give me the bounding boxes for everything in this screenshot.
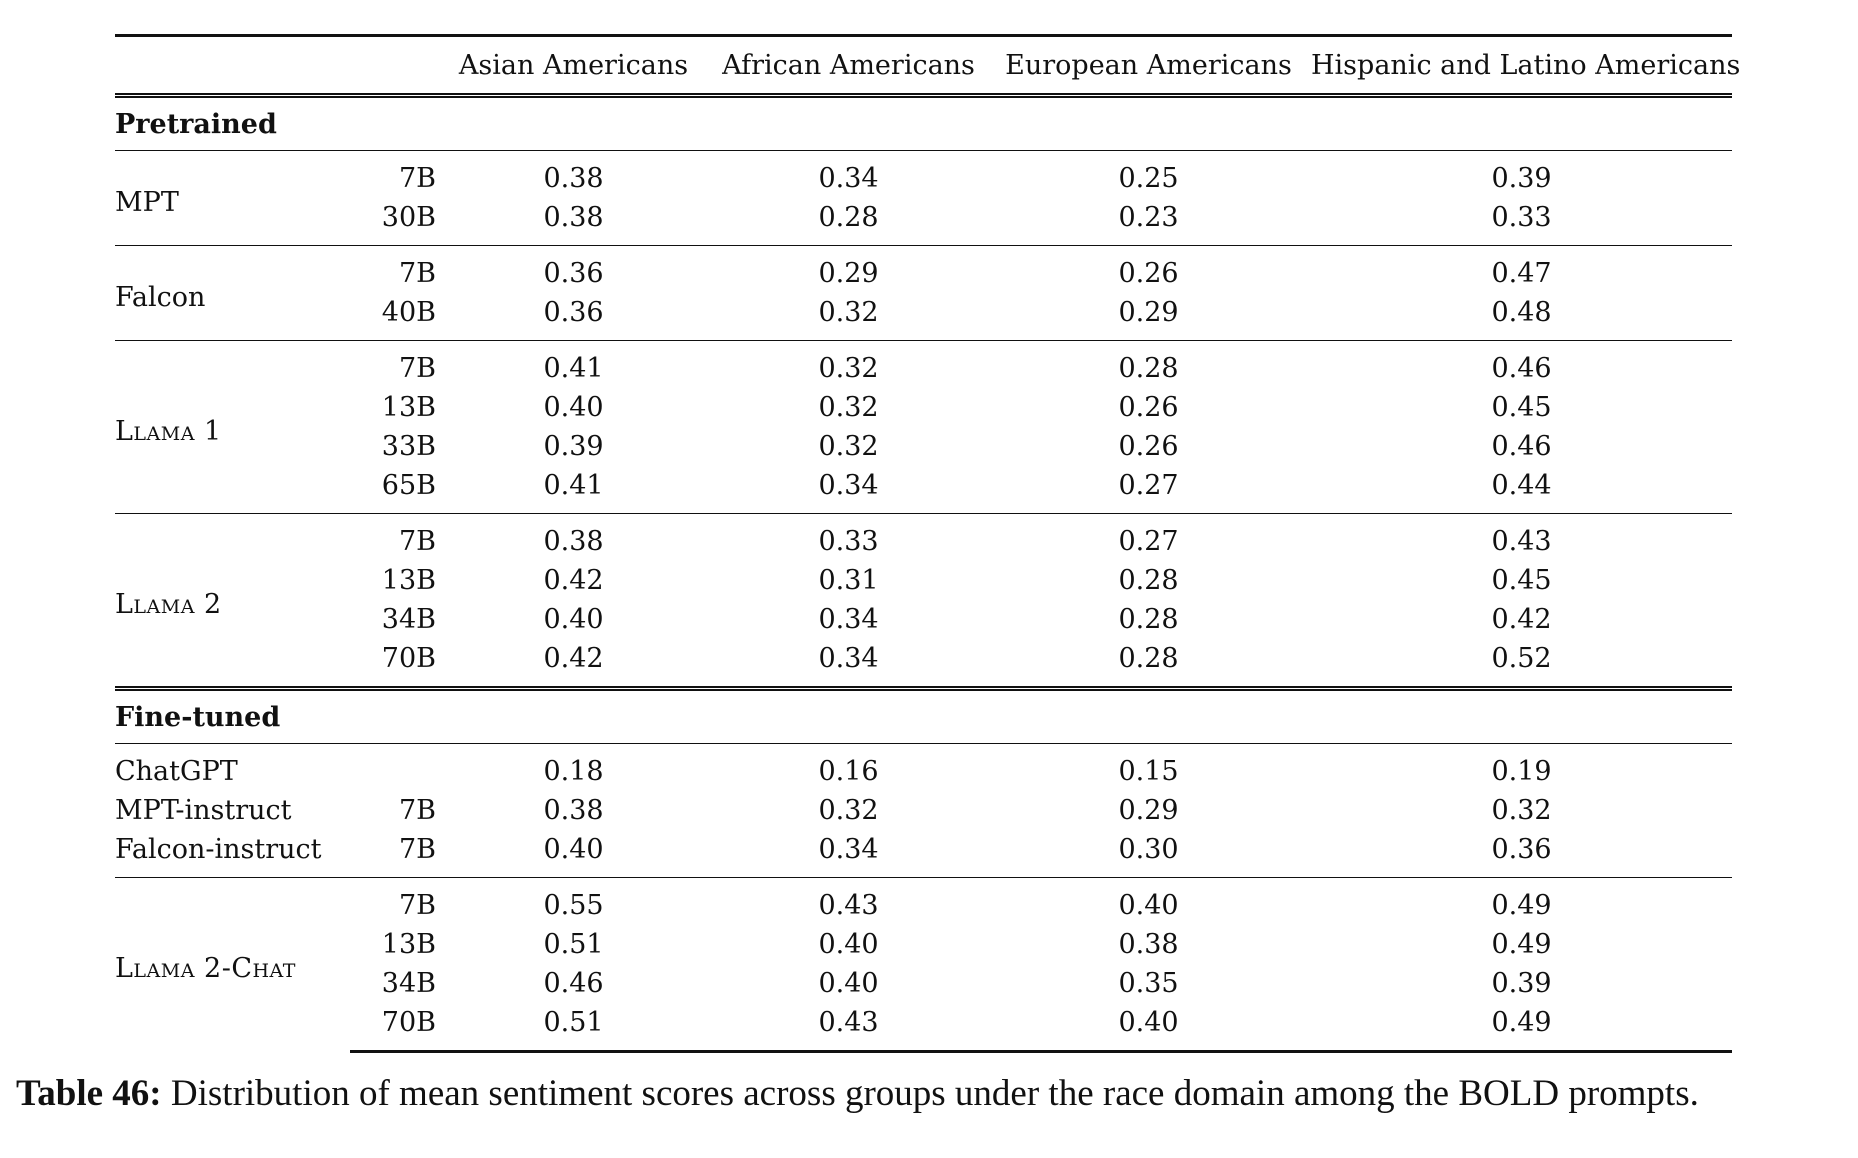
table-row [115,925,1732,964]
score-cell: 0.32 [818,392,879,423]
score-cell: 0.45 [1491,565,1552,596]
score-cell: 0.26 [1118,392,1179,423]
score-cell: 0.32 [1491,795,1552,826]
score-cell: 0.19 [1491,756,1552,787]
score-cell: 0.46 [543,968,604,999]
score-cell: 0.42 [1491,604,1552,635]
table-row [115,388,1732,427]
score-cell: 0.49 [1491,929,1552,960]
score-cell: 0.28 [818,202,879,233]
score-cell: 0.15 [1118,756,1179,787]
table-row [115,341,1732,389]
score-cell: 0.49 [1311,878,1732,926]
score-cell: 0.52 [1491,643,1552,674]
table-row [115,1003,1732,1052]
score-cell: 0.36 [436,246,711,294]
table-row [115,427,1732,466]
score-cell: 0.31 [818,565,879,596]
score-cell: 0.32 [818,297,879,328]
score-cell: 0.33 [1491,202,1552,233]
score-cell: 0.25 [1118,163,1179,194]
score-cell: 0.26 [986,246,1311,294]
score-cell: 0.44 [1491,470,1552,501]
table-row [115,878,1732,926]
score-cell: 0.40 [986,1003,1311,1052]
score-cell: 0.43 [1311,514,1732,562]
table-caption [16,1073,1846,1115]
table-row [115,293,1732,341]
score-cell: 0.46 [1311,341,1732,389]
score-cell: 0.28 [1118,565,1179,596]
table-header-row [115,36,1732,96]
score-cell: 0.34 [818,834,879,865]
table-row [115,830,1732,878]
results-table-container [115,34,1741,1053]
score-cell: 0.55 [436,878,711,926]
score-cell: 0.28 [986,341,1311,389]
score-cell: 0.34 [818,604,879,635]
model-size: 70B [350,1003,436,1052]
model-size: 7B [350,878,436,926]
section-label: Pretrained [115,96,1732,151]
score-cell: 0.29 [711,246,986,294]
model-name: ChatGPT [115,756,238,787]
model-name: MPT [115,186,179,218]
caption-label: Table 46: [16,1073,162,1114]
header-cell [115,36,350,96]
model-size: 70B [381,643,436,674]
model-size: 7B [350,514,436,562]
model-size: 40B [381,297,436,328]
model-size: 13B [381,565,436,596]
model-size: 7B [398,163,436,194]
score-cell: 0.42 [543,643,604,674]
table-row [115,964,1732,1003]
model-size: 7B [350,246,436,294]
header-cell: European Americans [1005,49,1292,81]
model-name: Llama 1 [115,341,350,514]
score-cell: 0.23 [1118,202,1179,233]
score-cell: 0.34 [818,643,879,674]
score-cell: 0.38 [1118,929,1179,960]
score-cell: 0.27 [986,514,1311,562]
model-size: 13B [381,392,436,423]
score-cell: 0.35 [1118,968,1179,999]
score-cell: 0.38 [543,202,604,233]
score-cell: 0.36 [543,297,604,328]
table-row [115,561,1732,600]
model-name: Llama 2-Chat [115,878,350,1052]
results-table [115,34,1741,1053]
score-cell: 0.38 [543,795,604,826]
table-row [115,246,1732,294]
score-cell: 0.30 [1118,834,1179,865]
score-cell: 0.27 [1118,470,1179,501]
section-label: Fine-tuned [115,689,1732,744]
score-cell: 0.49 [1311,1003,1732,1052]
table-row [115,744,1732,792]
model-name: MPT-instruct [115,795,292,826]
score-cell: 0.28 [1118,643,1179,674]
model-size: 13B [381,929,436,960]
model-name: Falcon-instruct [115,834,322,865]
score-cell: 0.48 [1491,297,1552,328]
model-name: Falcon [115,246,350,341]
model-size: 7B [398,834,436,865]
score-cell: 0.39 [1491,968,1552,999]
header-cell [350,36,436,96]
score-cell: 0.42 [543,565,604,596]
model-size: 34B [381,968,436,999]
model-size: 65B [381,470,436,501]
score-cell: 0.41 [543,470,604,501]
table-row [115,600,1732,639]
model-size: 30B [381,202,436,233]
score-cell: 0.38 [436,514,711,562]
score-cell: 0.33 [711,514,986,562]
score-cell: 0.28 [1118,604,1179,635]
score-cell: 0.43 [711,878,986,926]
score-cell: 0.32 [711,341,986,389]
score-cell: 0.32 [818,795,879,826]
model-size: 7B [350,341,436,389]
model-size: 7B [398,795,436,826]
header-cell: Asian Americans [458,49,689,81]
score-cell: 0.26 [1118,431,1179,462]
table-body [115,96,1732,1052]
score-cell: 0.51 [436,1003,711,1052]
score-cell: 0.29 [1118,795,1179,826]
section-header-row [115,689,1732,744]
score-cell: 0.40 [543,392,604,423]
score-cell: 0.34 [818,470,879,501]
score-cell: 0.34 [818,163,879,194]
score-cell: 0.47 [1311,246,1732,294]
model-size: 33B [381,431,436,462]
model-size: 34B [381,604,436,635]
section-header-row [115,96,1732,151]
score-cell: 0.32 [818,431,879,462]
score-cell: 0.40 [818,968,879,999]
model-size [350,744,436,792]
score-cell: 0.40 [986,878,1311,926]
score-cell: 0.51 [543,929,604,960]
score-cell: 0.41 [436,341,711,389]
table-row [115,151,1732,199]
score-cell: 0.45 [1491,392,1552,423]
score-cell: 0.39 [1491,163,1552,194]
table-row [115,466,1732,514]
score-cell: 0.43 [711,1003,986,1052]
header-cell: Hispanic and Latino Americans [1311,49,1741,81]
header-cell: African Americans [722,49,975,81]
score-cell: 0.39 [543,431,604,462]
score-cell: 0.40 [543,834,604,865]
score-cell: 0.46 [1491,431,1552,462]
score-cell: 0.36 [1491,834,1552,865]
model-name: Llama 2 [115,514,350,689]
table-row [115,639,1732,689]
table-row [115,791,1732,830]
score-cell: 0.18 [543,756,604,787]
table-row [115,514,1732,562]
score-cell: 0.38 [543,163,604,194]
caption-text: Distribution of mean sentiment scores across groups under the race domain among the BOLD prompts. [170,1073,1699,1114]
score-cell: 0.29 [1118,297,1179,328]
score-cell: 0.40 [818,929,879,960]
score-cell: 0.16 [818,756,879,787]
score-cell: 0.40 [543,604,604,635]
table-row [115,198,1732,246]
